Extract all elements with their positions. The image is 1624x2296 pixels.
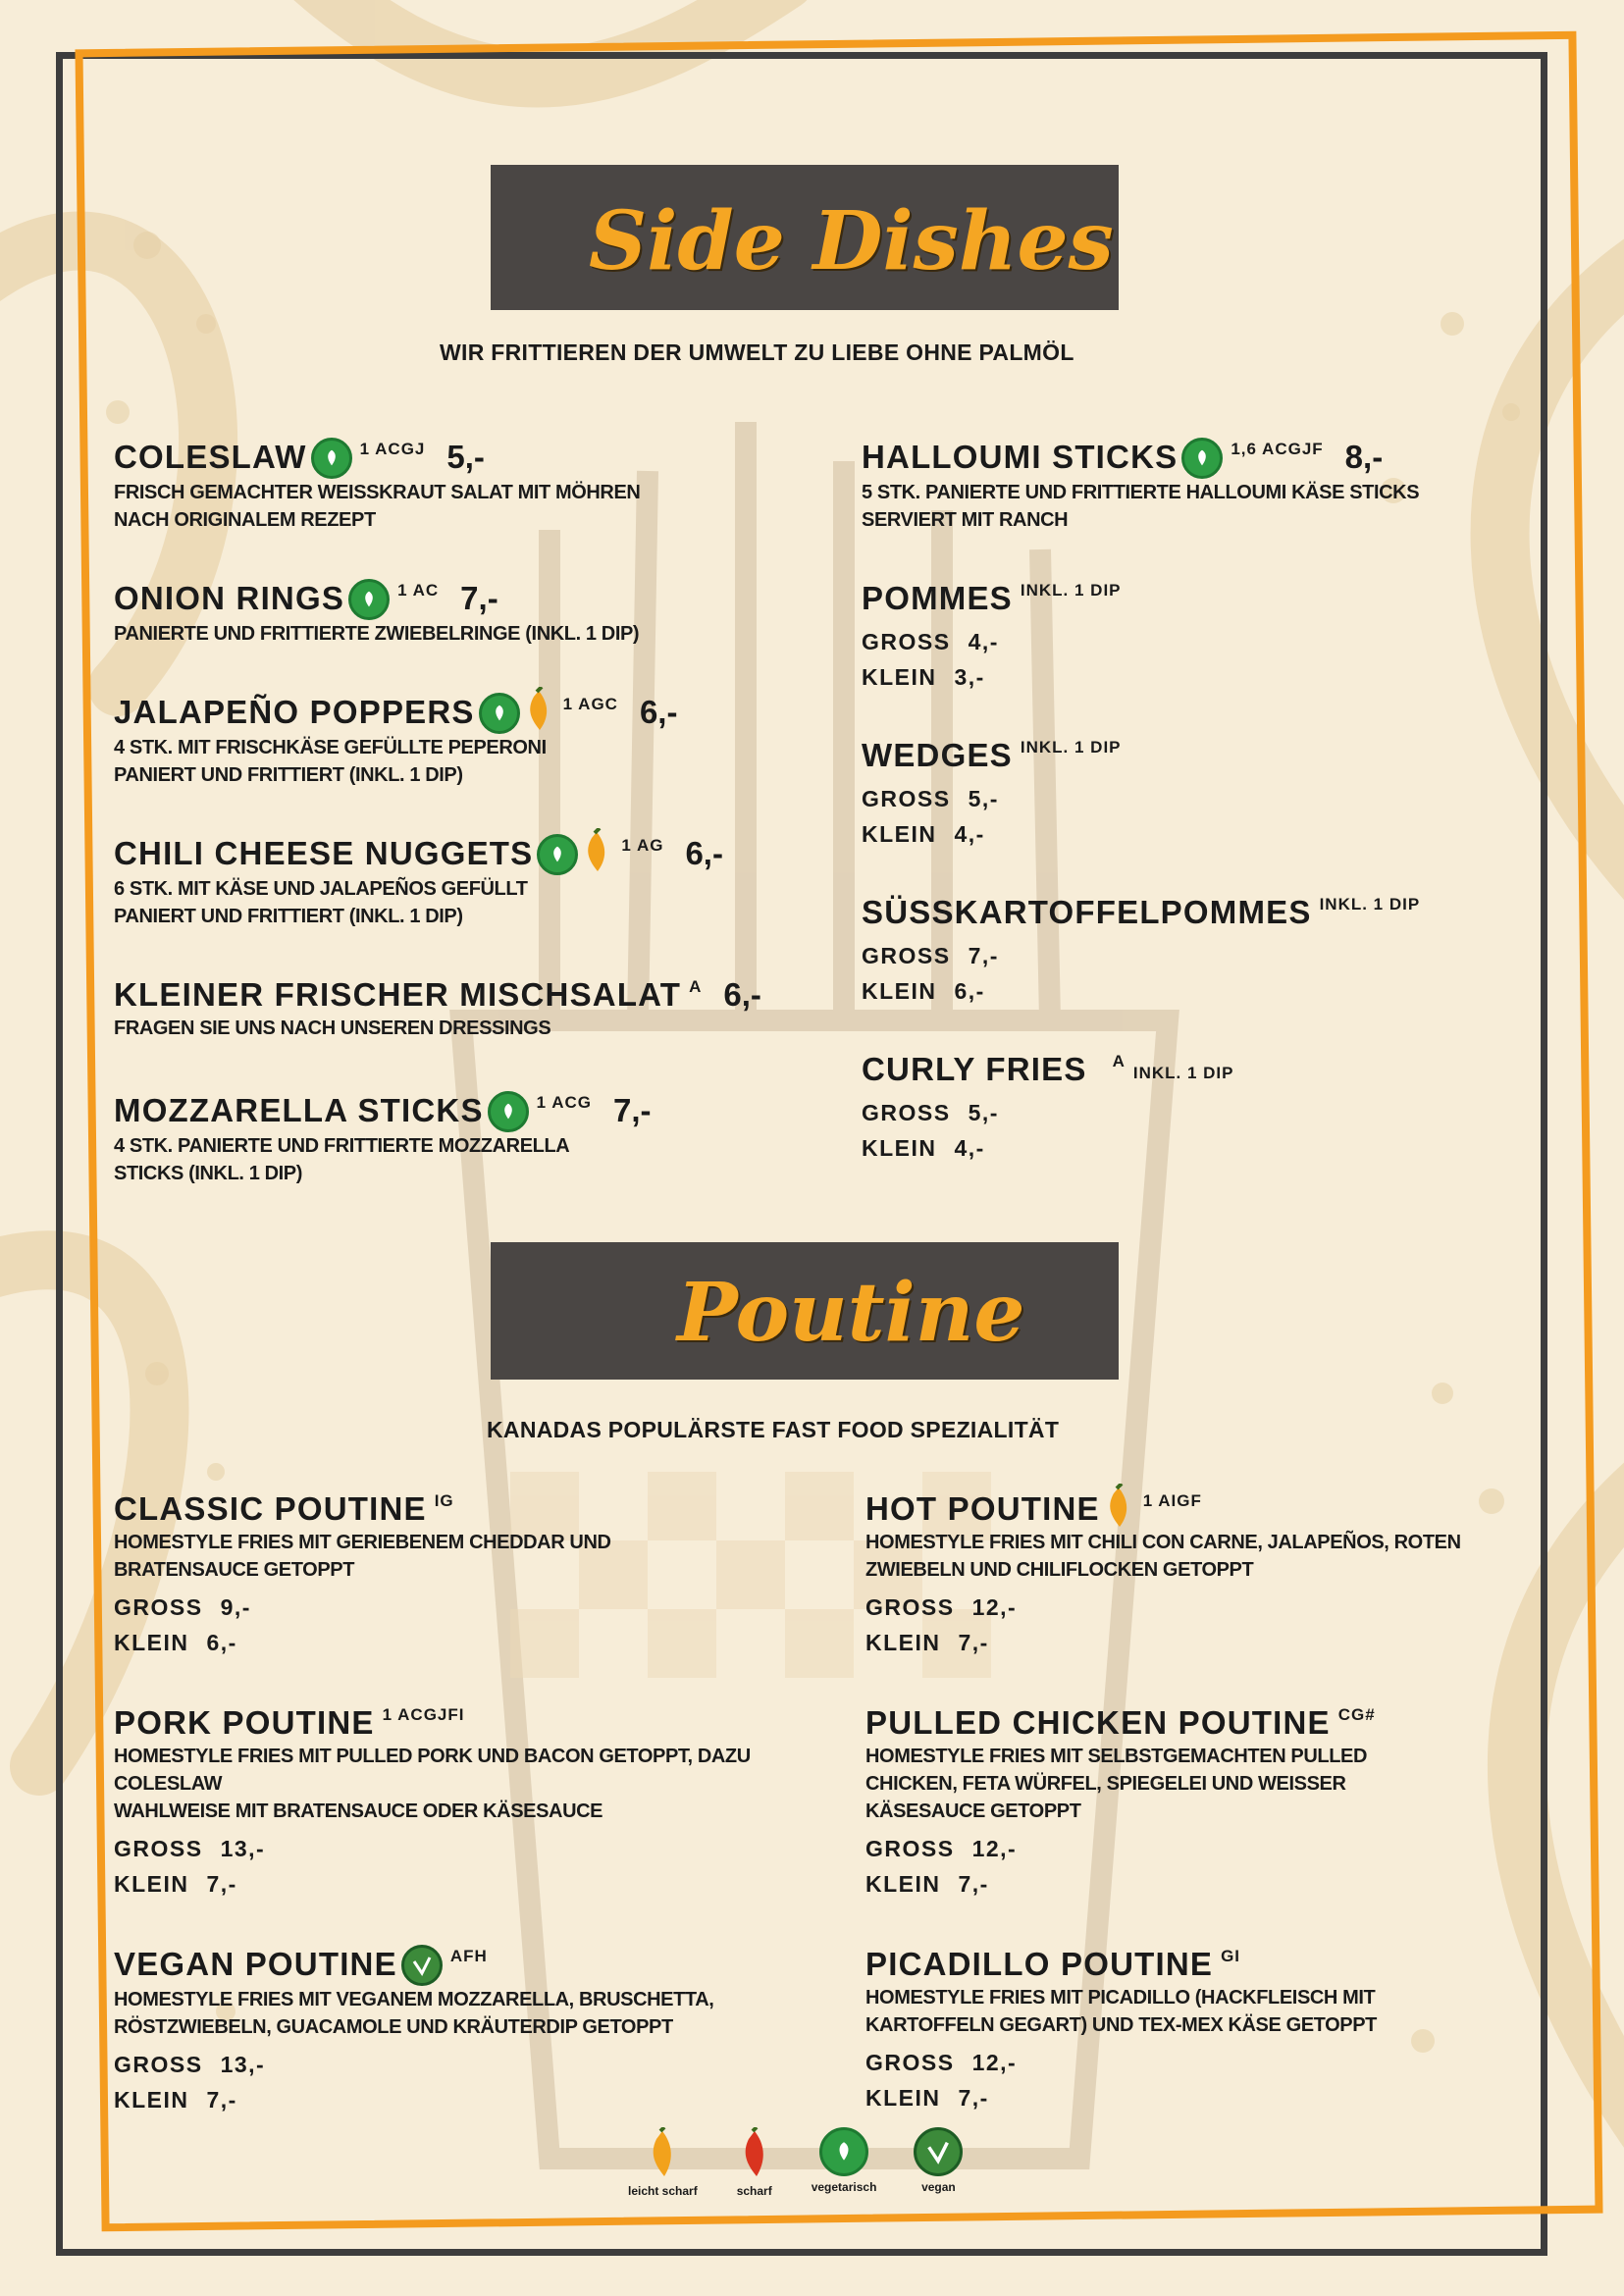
size-price: 6,- [206,1630,237,1655]
size-label: KLEIN [865,1630,941,1655]
legend-label: vegan [921,2180,956,2194]
size-row [862,659,1122,695]
description-line: NACH ORIGINALEM REZEPT [114,509,376,531]
menu-item [865,1489,1461,1660]
legend-item [628,2127,698,2198]
size-price: 3,- [954,664,985,690]
size-row [865,1625,1461,1660]
item-description [114,1132,652,1187]
description-line: HOMESTYLE FRIES MIT PICADILLO (HACKFLEISCH MIT [865,1987,1376,2009]
size-label: GROSS [865,1836,955,1861]
size-row [862,816,1122,852]
size-price: 13,- [220,1836,266,1861]
description-line: STICKS (INKL. 1 DIP) [114,1163,303,1184]
legend-item [914,2127,963,2198]
item-title-row [865,1703,1376,1743]
item-name: PICADILLO POUTINE [865,1946,1214,1982]
size-price: 12,- [971,1594,1018,1620]
description-line: SERVIERT MIT RANCH [862,509,1069,531]
menu-item [114,834,723,930]
menu-item [114,579,639,648]
vegetarian-icon [488,1091,529,1132]
item-price: 6,- [639,694,678,730]
menu-item [862,438,1419,534]
size-prices [865,1831,1376,1902]
item-title-row [114,579,639,620]
size-price: 7,- [206,1871,237,1897]
legend-item [812,2127,877,2198]
item-codes: INKL. 1 DIP [1020,581,1122,600]
item-name: HALLOUMI STICKS [862,439,1179,475]
item-codes: A [689,977,703,996]
item-description [114,1743,751,1825]
description-line: PANIERT UND FRITTIERT (INKL. 1 DIP) [114,906,463,927]
size-prices [865,1590,1461,1660]
description-line: CHICKEN, FETA WÜRFEL, SPIEGELEI UND WEISSER [865,1773,1346,1795]
mild-chili-icon [1102,1484,1135,1529]
legend-label: scharf [736,2184,772,2198]
size-prices [114,1831,751,1902]
item-title-row [114,975,761,1015]
size-row [114,1590,611,1625]
description-line: 4 STK. MIT FRISCHKÄSE GEFÜLLTE PEPERONI [114,737,547,758]
size-price: 7,- [958,1630,989,1655]
size-row [862,781,1122,816]
menu-item [862,1050,1234,1166]
vegan-icon [914,2127,963,2176]
description-line: 5 STK. PANIERTE UND FRITTIERTE HALLOUMI KÄSE STICKS [862,482,1420,503]
item-name: CLASSIC POUTINE [114,1490,427,1527]
item-title-row [114,834,723,875]
menu-item [114,438,640,534]
item-codes: 1 AC [397,581,440,600]
size-price: 4,- [954,821,985,847]
description-line: ZWIEBELN UND CHILIFLOCKEN GETOPPT [865,1559,1254,1581]
size-label: KLEIN [114,1871,189,1897]
size-label: KLEIN [865,2085,941,2111]
description-line: COLESLAW [114,1773,223,1795]
hot-chili-icon [735,2127,774,2180]
size-row [114,2047,713,2082]
menu-item [865,1703,1376,1902]
item-name: KLEINER FRISCHER MISCHSALAT [114,976,682,1013]
size-row [862,973,1420,1009]
item-name: MOZZARELLA STICKS [114,1092,484,1128]
size-label: KLEIN [862,821,937,847]
size-price: 5,- [968,1100,999,1125]
vegetarian-icon [311,438,352,479]
item-description [862,479,1419,534]
mild-chili-icon [643,2127,682,2180]
size-price: 9,- [220,1594,251,1620]
legend-label: vegetarisch [811,2180,877,2194]
item-title-row [114,1489,611,1529]
menu-item [114,975,761,1042]
size-prices [862,938,1420,1009]
item-codes: INKL. 1 DIP [1020,738,1122,757]
item-price: 5,- [446,439,485,475]
menu-item [114,1945,713,2117]
item-description [114,479,640,534]
size-row [865,2080,1377,2115]
item-title-row [114,1091,652,1132]
size-label: GROSS [114,1836,203,1861]
item-codes: 1 AG [621,836,664,855]
item-name: CHILI CHEESE NUGGETS [114,835,534,871]
vegetarian-icon [479,693,520,734]
size-row [865,1590,1461,1625]
size-row [865,1866,1376,1902]
mild-chili-icon [580,828,613,873]
item-description [114,1015,761,1042]
menu-item [114,1091,652,1187]
size-row [114,1866,751,1902]
size-label: GROSS [114,2052,203,2077]
item-title-row [865,1489,1461,1529]
size-prices [114,2047,713,2117]
item-price: 7,- [612,1092,652,1128]
icon-legend [628,2127,1000,2198]
menu-item [865,1945,1377,2115]
menu-item [114,1489,611,1660]
vegetarian-icon [1181,438,1223,479]
legend-label: leicht scharf [628,2184,698,2198]
description-line: KÄSESAUCE GETOPPT [865,1800,1081,1822]
description-line: HOMESTYLE FRIES MIT PULLED PORK UND BACON GETOPPT, DAZU [114,1746,751,1767]
size-label: KLEIN [862,978,937,1004]
item-title-row [862,736,1122,775]
size-row [865,2045,1377,2080]
size-prices [862,1095,1234,1166]
item-description [114,875,723,930]
size-price: 6,- [954,978,985,1004]
item-name: WEDGES [862,737,1013,773]
size-price: 4,- [968,629,999,654]
description-line: BRATENSAUCE GETOPPT [114,1559,355,1581]
item-name: HOT POUTINE [865,1490,1100,1527]
description-line: FRISCH GEMACHTER WEISSKRAUT SALAT MIT MÖHREN [114,482,641,503]
description-line: HOMESTYLE FRIES MIT VEGANEM MOZZARELLA, BRUSCHETTA, [114,1989,714,2010]
size-row [865,1831,1376,1866]
size-prices [862,781,1122,852]
item-title-row [865,1945,1377,1984]
poutine-subtitle: KANADAS POPULÄRSTE FAST FOOD SPEZIALITÄT [487,1417,1060,1442]
size-label: GROSS [862,786,951,811]
side-dishes-subtitle: WIR FRITTIEREN DER UMWELT ZU LIEBE OHNE PALMÖL [440,339,1074,365]
item-description [114,1986,713,2041]
item-price: 6,- [685,835,723,871]
size-label: KLEIN [114,1630,189,1655]
size-price: 7,- [206,2087,237,2113]
item-name: POMMES [862,580,1013,616]
item-codes: GI [1221,1947,1241,1965]
item-codes: 1,6 ACGJF [1231,440,1324,458]
size-prices [114,1590,611,1660]
vegetarian-icon [348,579,390,620]
item-title-row [114,1703,751,1743]
menu-item [114,1703,751,1902]
item-name: VEGAN POUTINE [114,1946,397,1982]
description-line: WAHLWEISE MIT BRATENSAUCE ODER KÄSESAUCE [114,1800,603,1822]
item-name: PORK POUTINE [114,1704,375,1741]
item-description [865,1529,1461,1584]
size-label: KLEIN [114,2087,189,2113]
item-name: CURLY FRIES [862,1051,1087,1087]
item-title-row [862,1050,1234,1089]
menu-item [862,893,1420,1009]
item-description [114,734,677,789]
size-label: GROSS [865,2050,955,2075]
menu-item [114,693,677,789]
size-label: KLEIN [862,664,937,690]
description-line: PANIERTE UND FRITTIERTE ZWIEBELRINGE (INKL. 1 DIP) [114,623,640,645]
size-label: GROSS [865,1594,955,1620]
size-price: 7,- [958,2085,989,2111]
item-price: 6,- [723,976,761,1013]
size-price: 7,- [958,1871,989,1897]
size-label: GROSS [862,629,951,654]
size-row [862,624,1122,659]
item-codes: 1 AIGF [1142,1491,1202,1510]
item-title-row [114,1945,713,1986]
item-codes: 1 AGC [562,695,618,713]
item-allergen: A [1112,1052,1126,1070]
item-codes: 1 ACG [536,1093,592,1112]
size-row [114,1625,611,1660]
item-description [114,620,639,648]
legend-item [735,2127,774,2198]
description-line: PANIERT UND FRITTIERT (INKL. 1 DIP) [114,764,463,786]
item-title-row [862,579,1122,618]
item-price: 8,- [1344,439,1384,475]
size-row [114,1831,751,1866]
item-name: SÜSSKARTOFFELPOMMES [862,894,1312,930]
item-title-row [114,438,640,479]
description-line: RÖSTZWIEBELN, GUACAMOLE UND KRÄUTERDIP GETOPPT [114,2016,673,2038]
item-codes: 1 ACGJ [359,440,426,458]
item-description [865,1984,1377,2039]
size-row [114,2082,713,2117]
item-name: COLESLAW [114,439,307,475]
vegetarian-icon [819,2127,868,2176]
size-price: 5,- [968,786,999,811]
vegan-icon [401,1945,443,1986]
item-name: PULLED CHICKEN POUTINE [865,1704,1331,1741]
item-codes: INKL. 1 DIP [1132,1064,1234,1082]
mild-chili-icon [522,687,555,732]
item-description [865,1743,1376,1825]
size-row [862,1130,1234,1166]
size-row [862,1095,1234,1130]
size-label: KLEIN [865,1871,941,1897]
side-dishes-title: Side Dishes [589,194,1114,288]
size-label: KLEIN [862,1135,937,1161]
item-description [114,1529,611,1584]
description-line: 6 STK. MIT KÄSE UND JALAPEÑOS GEFÜLLT [114,878,528,900]
description-line: HOMESTYLE FRIES MIT GERIEBENEM CHEDDAR UND [114,1532,611,1553]
poutine-title: Poutine [677,1266,1025,1360]
item-name: ONION RINGS [114,580,345,616]
vegetarian-icon [537,834,578,875]
size-price: 13,- [220,2052,266,2077]
size-price: 12,- [971,2050,1018,2075]
item-title-row [114,693,677,734]
menu-item [862,579,1122,695]
item-price: 7,- [460,580,498,616]
size-price: 12,- [971,1836,1018,1861]
size-prices [865,2045,1377,2115]
menu-item [862,736,1122,852]
item-codes: AFH [449,1947,488,1965]
description-line: HOMESTYLE FRIES MIT SELBSTGEMACHTEN PULLED [865,1746,1367,1767]
item-codes: INKL. 1 DIP [1319,895,1421,913]
size-label: GROSS [114,1594,203,1620]
description-line: FRAGEN SIE UNS NACH UNSEREN DRESSINGS [114,1018,551,1039]
size-row [862,938,1420,973]
item-title-row [862,893,1420,932]
size-prices [862,624,1122,695]
item-title-row [862,438,1419,479]
description-line: 4 STK. PANIERTE UND FRITTIERTE MOZZARELLA [114,1135,570,1157]
size-label: GROSS [862,943,951,968]
description-line: HOMESTYLE FRIES MIT CHILI CON CARNE, JALAPEÑOS, ROTEN [865,1532,1461,1553]
item-name: JALAPEÑO POPPERS [114,694,475,730]
item-codes: IG [434,1491,454,1510]
item-codes: 1 ACGJFI [382,1705,465,1724]
item-codes: CG# [1337,1705,1376,1724]
size-price: 7,- [968,943,999,968]
size-price: 4,- [954,1135,985,1161]
description-line: KARTOFFELN GEGART) UND TEX-MEX KÄSE GETOPPT [865,2014,1377,2036]
size-label: GROSS [862,1100,951,1125]
